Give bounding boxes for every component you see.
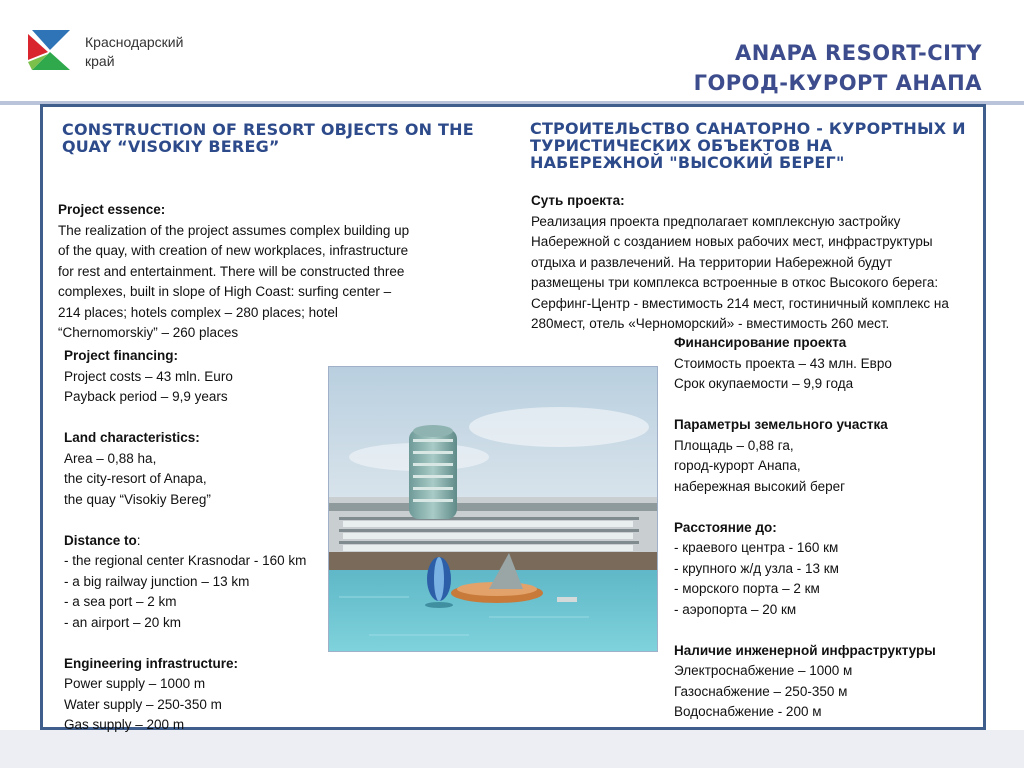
land-line: город-курорт Анапа, (674, 458, 801, 473)
resort-rendering-image (328, 366, 658, 652)
page-title-ru: ГОРОД-КУРОРТ АНАПА (693, 71, 982, 95)
distance-line: - морского порта – 2 км (674, 581, 820, 596)
project-details-ru (674, 333, 974, 723)
engineering-line: Water supply – 250-350 m (64, 696, 222, 712)
logo-text-line2: край (85, 53, 115, 69)
engineering-line: Водоснабжение - 200 м (674, 704, 822, 719)
distance-line: - a big railway junction – 13 km (64, 573, 250, 589)
distance-line: - аэропорта – 20 км (674, 601, 797, 617)
project-details-en (64, 346, 329, 736)
distance-line: - краевого центра - 160 км (674, 540, 839, 555)
logo-text-line1: Краснодарский (85, 34, 184, 50)
krasnodar-krai-logo-icon (26, 26, 76, 74)
distance-line: - an airport – 20 km (64, 614, 182, 630)
financing-line: Payback period – 9,9 years (64, 389, 228, 404)
project-essence-heading: Project essence: (58, 202, 166, 217)
essence-line: Серфинг-Центр - вместимость 214 мест, гостиничный комплекс на (531, 295, 949, 311)
essence-line: of the quay, with creation of new workplaces, infrastructure (58, 243, 409, 258)
project-essence-heading: Суть проекта: (531, 193, 625, 208)
engineering-heading: Engineering infrastructure: (64, 655, 239, 671)
engineering-heading: Наличие инженерной инфраструктуры (674, 642, 936, 658)
distance-heading-colon: : (136, 532, 141, 548)
distance-line: - крупного ж/д узла - 13 км (674, 560, 839, 576)
project-essence-en (58, 200, 428, 344)
land-line: the city-resort of Anapa, (64, 471, 207, 486)
financing-line: Срок окупаемости – 9,9 года (674, 376, 854, 391)
essence-line: for rest and entertainment. There will be constructed three (58, 263, 405, 279)
financing-line: Стоимость проекта – 43 млн. Евро (674, 355, 892, 371)
financing-heading: Финансирование проекта (674, 335, 847, 350)
financing-line: Project costs – 43 mln. Euro (64, 368, 233, 384)
distance-line: - the regional center Krasnodar - 160 km (64, 553, 307, 568)
land-line: набережная высокий берег (674, 478, 846, 494)
logo-caption (85, 33, 183, 71)
land-line: Площадь – 0,88 га, (674, 437, 794, 453)
engineering-line: Электроснабжение – 1000 м (674, 663, 853, 678)
page-title-en: ANAPA RESORT-CITY (734, 41, 982, 65)
distance-heading-label: Distance to (64, 532, 137, 548)
engineering-line: Газоснабжение – 250-350 м (674, 683, 848, 699)
distance-line: - a sea port – 2 km (64, 594, 177, 609)
land-heading: Параметры земельного участка (674, 417, 888, 432)
distance-heading (64, 531, 329, 552)
essence-line: complexes, built in slope of High Coast: surfing center – (58, 284, 392, 299)
essence-line: Набережной с созданием новых рабочих мест, инфраструктуры (531, 234, 933, 249)
essence-line: 214 places; hotels complex – 280 places; hotel (58, 304, 338, 320)
financing-heading: Project financing: (64, 348, 179, 363)
essence-line: The realization of the project assumes complex building up (58, 222, 410, 238)
essence-line: “Chernomorskiy” – 260 places (58, 325, 239, 340)
land-line: Area – 0,88 ha, (64, 450, 157, 466)
distance-heading: Расстояние до: (674, 519, 777, 535)
essence-line: 280мест, отель «Черноморский» - вместимость 260 мест. (531, 316, 890, 331)
essence-line: отдыха и развлечений. На территории Набережной будут (531, 254, 893, 270)
land-heading: Land characteristics: (64, 430, 200, 445)
section-title-ru: СТРОИТЕЛЬСТВО САНАТОРНО - КУРОРТНЫХ И ТУРИСТИЧЕСКИХ ОБЪЕКТОВ НА НАБЕРЕЖНОЙ "ВЫСОКИЙ БЕРЕГ" (530, 119, 966, 172)
engineering-line: Gas supply – 200 m (64, 717, 185, 732)
essence-line: размещены три комплекса встроенные в откос Высокого берега: (531, 275, 939, 290)
footer-band (0, 730, 1024, 768)
section-title-en: CONSTRUCTION OF RESORT OBJECTS ON THE QUAY “VISOKIY BEREG” (62, 120, 474, 156)
land-line: the quay “Visokiy Bereg” (64, 491, 211, 507)
essence-line: Реализация проекта предполагает комплексную застройку (531, 213, 901, 229)
project-essence-ru (531, 191, 976, 335)
engineering-line: Power supply – 1000 m (64, 676, 206, 691)
page-title (694, 38, 982, 98)
